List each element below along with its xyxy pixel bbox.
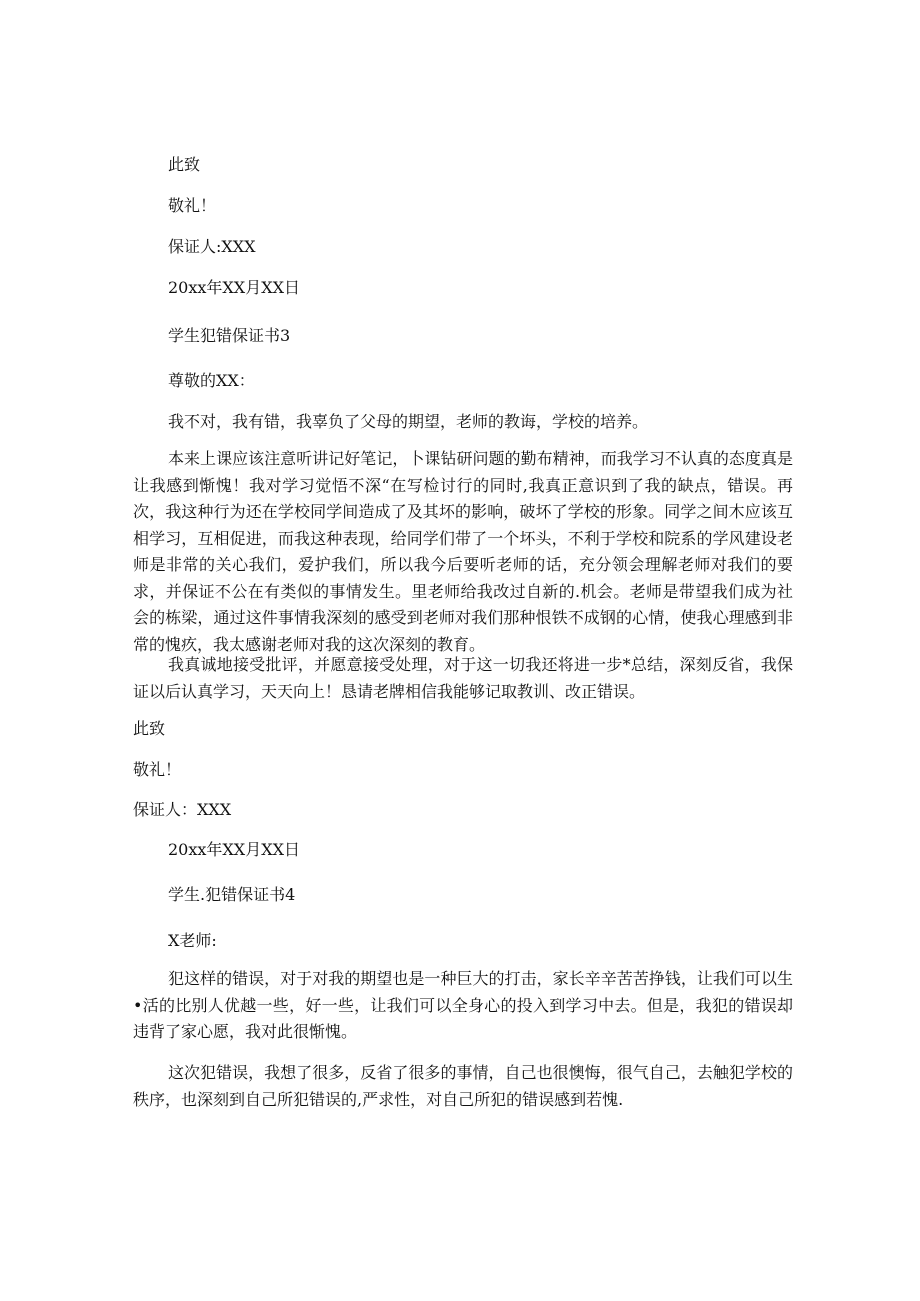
letter-3-paragraph-3: 我真诚地接受批评，并愿意接受处理，对于这一切我还将进一步*总结，深刻反省，我保证以后认真学习，天天向上！恳请老牌相信我能够记取教训、改正错误。 (133, 655, 793, 701)
letter-3-paragraph-2: 本来上课应该注意听讲记好笔记，卜课钻研问题的勤布精神，而我学习不认真的态度真是让我感到惭愧！我对学习觉悟不深“在写检讨行的同时,我真正意识到了我的缺点，错误。再次，我这种行为还在学校同学间造成了及其坏的影响，破坏了学校的形象。同学之间木应该互相学习，互相促进，而我这种表现，给同学们带了一个坏头，不利于学校和院系的学风建设老师是非常的关心我们，爱护我们，所以我今后要听老师的话，充分领会理解老师对我们的要求，并保证不公在有类似的事情发生。里老师给我改过自新的.机会。老师是带望我们成为社会的栋梁，通过这件事情我深刻的感受到老师对我们那种恨铁不成钢的心情，使我心理感到非常的愧疚，我太感谢老师对我的这次深刻的教育。 (133, 449, 793, 654)
letter-3-date: 20xx年XX月XX日 (168, 840, 300, 859)
letter-4-paragraph-1: 犯这样的错误，对于对我的期望也是一种巨大的打击，家长辛辛苦苦挣钱，让我们可以生•活的比别人优越一些，好一些，让我们可以全身心的投入到学习中去。但是，我犯的错误却违背了家心愿，我对此很惭愧。 (133, 969, 793, 1041)
letter-4-greeting: X老师: (168, 931, 217, 950)
letter-3-guarantor: 保证人：XXX (133, 800, 232, 819)
closing-salutation: 此致 (168, 155, 201, 174)
letter-4-paragraph-2: 这次犯错误，我想了很多，反省了很多的事情，自己也很懊悔，很气自己，去触犯学校的秩序，也深刻到自己所犯错误的,严求性，对自己所犯的错误感到若愧. (133, 1063, 793, 1109)
closing-regards: 敬礼！ (168, 196, 217, 215)
letter-3-paragraph-1: 我不对，我有错，我辜负了父母的期望，老师的教诲，学校的培养。 (168, 412, 649, 431)
letter-3-title: 学生犯错保证书3 (168, 326, 291, 345)
guarantor-line: 保证人:XXX (168, 237, 256, 256)
letter-3-greeting: 尊敬的XX： (168, 371, 255, 390)
date-line: 20xx年XX月XX日 (168, 278, 300, 297)
letter-3-closing-salutation: 此致 (133, 719, 166, 738)
letter-3-closing-regards: 敬礼！ (133, 760, 182, 779)
letter-4-title: 学生.犯错保证书4 (168, 885, 296, 904)
